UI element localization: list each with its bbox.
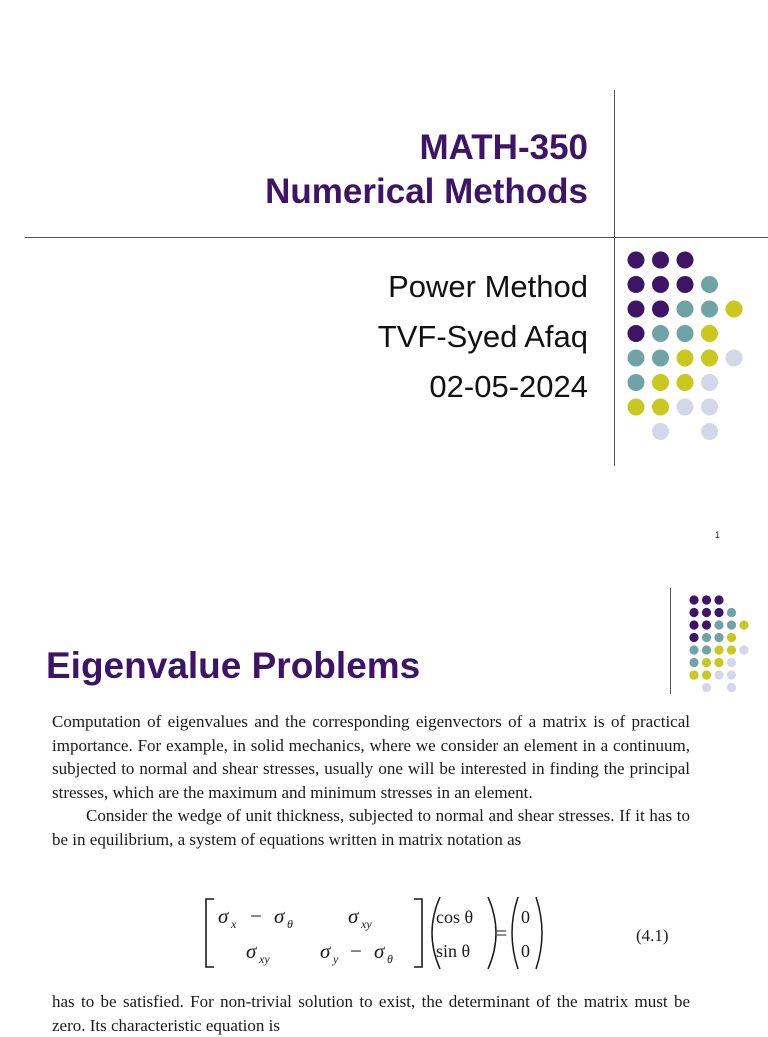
decorative-dot	[677, 399, 694, 416]
date-text: 02-05-2024	[429, 369, 588, 404]
decorative-dot	[714, 658, 723, 667]
vertical-divider	[670, 588, 671, 694]
decorative-dot	[652, 301, 669, 318]
decorative-dot	[702, 645, 711, 654]
matrix-equation	[200, 893, 700, 973]
decorative-dot	[689, 658, 698, 667]
decorative-dot	[677, 276, 694, 293]
m12-sub: xy	[361, 917, 372, 931]
course-code: MATH-350	[419, 128, 588, 167]
decorative-dot	[727, 683, 736, 692]
result-left-paren	[512, 897, 518, 969]
decorative-dot	[628, 374, 645, 391]
result-entry-2: 0	[521, 941, 530, 961]
subtitle-block	[378, 262, 588, 412]
decorative-dot	[714, 620, 723, 629]
decorative-dot	[689, 670, 698, 679]
decorative-dot	[701, 374, 718, 391]
result-right-paren	[536, 897, 542, 969]
decorative-dot	[677, 374, 694, 391]
m11-sigma: σ	[218, 904, 229, 928]
course-name: Numerical Methods	[265, 172, 588, 211]
decorative-dot	[702, 670, 711, 679]
decorative-dot	[652, 374, 669, 391]
decorative-dot	[739, 620, 748, 629]
decorative-dot	[702, 595, 711, 604]
content-slide	[0, 560, 768, 1035]
decorative-dot	[652, 325, 669, 342]
decorative-dot	[702, 633, 711, 642]
decorative-dot	[701, 325, 718, 342]
page-number: 1	[714, 530, 720, 540]
decorative-dot	[702, 683, 711, 692]
body-text	[52, 710, 690, 851]
paragraph-3: has to be satisfied. For non-trivial solution to exist, the determinant of the matrix must be zero. Its characteristic equation is	[52, 992, 690, 1035]
m12-sigma: σ	[348, 904, 359, 928]
vertical-divider	[614, 90, 615, 466]
m22-sub-b: θ	[387, 952, 393, 966]
paragraph-2: Consider the wedge of unit thickness, subjected to normal and shear stresses. If it has to be in equilibrium, a system of equations written in matrix notation as	[52, 806, 690, 849]
decorative-dot	[628, 301, 645, 318]
decorative-dot	[628, 350, 645, 367]
paragraph-1: Computation of eigenvalues and the corresponding eigenvectors of a matrix is of practical importance. For example, in solid mechanics, where we consider an element in a continuum, subjected to normal and shear stresses, usually one will be interested in finding the principal stresses, which are the maximum and minimum stresses in an element.	[52, 712, 690, 802]
m22-op: −	[350, 939, 362, 963]
decorative-dot	[702, 658, 711, 667]
topic-text: Power Method	[388, 269, 588, 304]
decorative-dot	[739, 645, 748, 654]
course-title	[265, 126, 588, 214]
decorative-dot-grid	[622, 246, 752, 442]
decorative-dot	[714, 595, 723, 604]
result-entry-1: 0	[521, 907, 530, 927]
decorative-dot	[702, 620, 711, 629]
decorative-dot	[677, 252, 694, 269]
decorative-dot	[689, 595, 698, 604]
vector-entry-1: cos θ	[436, 907, 474, 927]
decorative-dot	[628, 399, 645, 416]
decorative-dot	[727, 658, 736, 667]
right-bracket	[414, 899, 422, 967]
decorative-dot	[652, 252, 669, 269]
m22-sigma: σ	[320, 939, 331, 963]
horizontal-divider	[25, 237, 768, 238]
decorative-dot	[652, 350, 669, 367]
decorative-dot	[652, 399, 669, 416]
equals-sign: =	[496, 923, 508, 945]
decorative-dot	[701, 350, 718, 367]
vector-entry-2: sin θ	[436, 941, 471, 961]
decorative-dot	[677, 301, 694, 318]
decorative-dot	[714, 645, 723, 654]
decorative-dot	[701, 276, 718, 293]
decorative-dot-grid	[680, 586, 750, 696]
decorative-dot	[628, 325, 645, 342]
left-bracket	[206, 899, 214, 967]
m21-sub: xy	[259, 952, 270, 966]
decorative-dot	[689, 633, 698, 642]
decorative-dot	[701, 399, 718, 416]
slide-title: Eigenvalue Problems	[46, 645, 421, 686]
decorative-dot	[727, 633, 736, 642]
decorative-dot	[726, 301, 743, 318]
decorative-dot	[677, 325, 694, 342]
decorative-dot	[702, 608, 711, 617]
m11-sub: x	[231, 917, 237, 931]
equation-number: (4.1)	[636, 926, 669, 945]
decorative-dot	[628, 252, 645, 269]
decorative-dot	[727, 670, 736, 679]
m11-sigma-b: σ	[274, 904, 285, 928]
author-text: TVF-Syed Afaq	[377, 319, 588, 354]
m21-sigma: σ	[246, 939, 257, 963]
decorative-dot	[701, 423, 718, 440]
decorative-dot	[677, 350, 694, 367]
m22-sigma-b: σ	[374, 939, 385, 963]
decorative-dot	[628, 276, 645, 293]
decorative-dot	[714, 670, 723, 679]
m22-sub: y	[333, 952, 339, 966]
decorative-dot	[689, 645, 698, 654]
decorative-dot	[714, 633, 723, 642]
m11-sub-b: θ	[287, 917, 293, 931]
decorative-dot	[727, 620, 736, 629]
decorative-dot	[689, 620, 698, 629]
decorative-dot	[727, 645, 736, 654]
vector-right-paren	[488, 897, 496, 969]
decorative-dot	[652, 276, 669, 293]
m11-op: −	[250, 904, 262, 928]
decorative-dot	[726, 350, 743, 367]
decorative-dot	[689, 608, 698, 617]
decorative-dot	[652, 423, 669, 440]
decorative-dot	[714, 608, 723, 617]
decorative-dot	[727, 608, 736, 617]
decorative-dot	[701, 301, 718, 318]
